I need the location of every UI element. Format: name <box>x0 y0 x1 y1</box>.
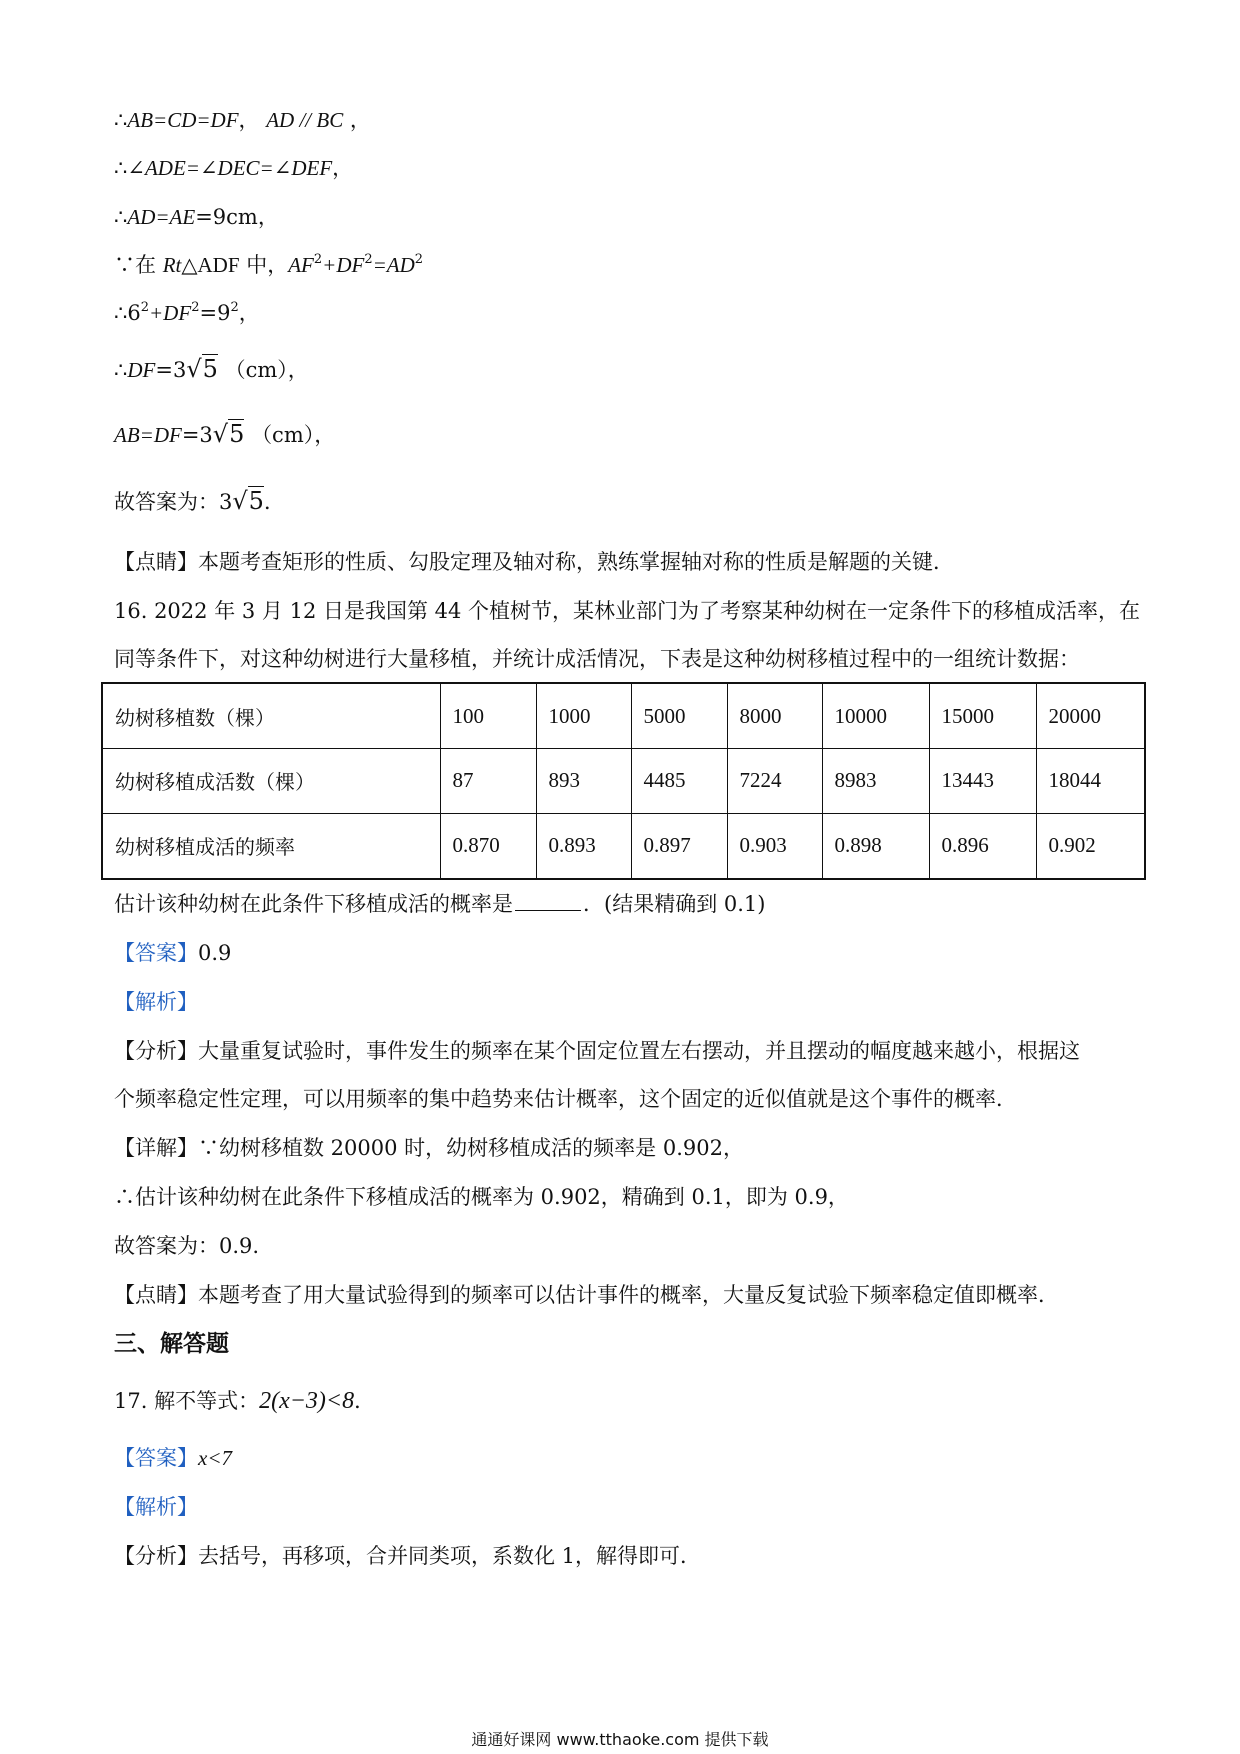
therefore-symbol: ∴ <box>114 108 128 132</box>
sqrt-expression: √5 <box>212 420 245 448</box>
table-cell: 0.897 <box>631 813 727 879</box>
analysis-line-2: 个频率稳定性定理，可以用频率的集中趋势来估计概率，这个固定的近似值就是这个事件的概率． <box>114 1087 1017 1111</box>
analysis-17-line: 【分析】去括号，再移项，合并同类项，系数化 1，解得即可． <box>114 1544 702 1568</box>
table-cell: 0.870 <box>440 813 536 879</box>
separator: ， <box>238 108 260 132</box>
table-cell: 5000 <box>631 683 727 749</box>
proof-line-1 <box>114 106 371 134</box>
table-cell: 0.896 <box>929 813 1036 879</box>
table-cell: 15000 <box>929 683 1036 749</box>
row-label: 幼树移植成活的频率 <box>102 813 440 879</box>
because-text: ∵在 <box>114 253 156 277</box>
math-expression: AB=CD=DF <box>127 108 239 132</box>
math-expression: Rt <box>162 253 182 277</box>
superscript: 2 <box>191 300 200 315</box>
table-cell: 0.898 <box>822 813 929 879</box>
punctuation: ． <box>263 490 285 514</box>
math-expression: =3 <box>181 423 213 447</box>
table-cell: 1000 <box>536 683 631 749</box>
analysis-tag: 【解析】 <box>114 990 198 1014</box>
table-cell: 7224 <box>727 749 822 814</box>
math-expression: =AD <box>372 253 415 277</box>
table-cell: 0.903 <box>727 813 822 879</box>
section-heading: 三、解答题 <box>114 1330 229 1357</box>
table-cell: 8983 <box>822 749 929 814</box>
math-expression: ∠ADE=∠DEC=∠DEF <box>127 156 333 180</box>
triangle-label: △ADF <box>181 253 240 277</box>
proof-line-4 <box>114 251 423 283</box>
math-expression: +DF <box>149 301 192 325</box>
punctuation: ， <box>332 156 354 180</box>
math-expression: =9 <box>199 301 231 325</box>
table-cell: 20000 <box>1036 683 1145 749</box>
row-label: 幼树移植成活数（棵） <box>102 749 440 814</box>
answer-17-line <box>114 1444 232 1472</box>
question-prefix: 17. 解不等式： <box>114 1389 260 1413</box>
table-cell: 13443 <box>929 749 1036 814</box>
table-cell: 10000 <box>822 683 929 749</box>
connector-text: 中， <box>246 253 289 277</box>
radicand: 5 <box>202 355 218 383</box>
table-cell: 0.893 <box>536 813 631 879</box>
sqrt-expression: √5 <box>186 355 218 383</box>
table-cell: 4485 <box>631 749 727 814</box>
question-16-line-2: 同等条件下，对这种幼树进行大量移植，并统计成活情况，下表是这种幼树移植过程中的一组统计数据： <box>114 647 1080 671</box>
math-expression: AD=AE <box>127 205 196 229</box>
answer-prefix: 故答案为： <box>114 490 219 514</box>
proof-line-5 <box>114 299 260 331</box>
table-cell: 8000 <box>727 683 822 749</box>
math-expression: =3 <box>155 358 187 382</box>
superscript: 2 <box>414 252 424 267</box>
inequality-expression: 2(x−3)<8 <box>259 1388 355 1414</box>
proof-line-2 <box>114 154 353 182</box>
analysis-tag: 【解析】 <box>114 1495 198 1519</box>
math-expression: AB=DF <box>114 423 182 447</box>
superscript: 2 <box>364 252 373 267</box>
comment-line: 【点睛】本题考查矩形的性质、勾股定理及轴对称，熟练掌握轴对称的性质是解题的关键． <box>114 550 954 574</box>
comment-line-2: 【点睛】本题考查了用大量试验得到的频率可以估计事件的概率，大量反复试验下频率稳定值即概率． <box>114 1283 1059 1307</box>
answer-conclusion: 故答案为：0.9. <box>114 1234 260 1258</box>
table-cell: 100 <box>440 683 536 749</box>
answer-16-line <box>114 939 231 967</box>
punctuation: ， <box>238 301 260 325</box>
unit-text: （cm）， <box>251 423 336 447</box>
math-expression: DF <box>127 358 156 382</box>
question-16-prompt <box>114 890 765 918</box>
question-17-line <box>114 1387 375 1415</box>
question-16-line-1: 16. 2022 年 3 月 12 日是我国第 44 个植树节，某林业部门为了考察某种幼树在一定条件下的移植成活率，在 <box>114 599 1141 623</box>
precision-note: ．(结果精确到 0.1) <box>583 892 766 916</box>
table-row <box>102 813 1145 879</box>
sqrt-expression: √5 <box>232 487 264 515</box>
value-text: =9cm， <box>195 205 279 229</box>
unit-text: （cm）， <box>224 358 309 382</box>
therefore-symbol: ∴6 <box>114 301 141 325</box>
table-cell: 893 <box>536 749 631 814</box>
detail-line-1: 【详解】∵幼树移植数 20000 时，幼树移植成活的频率是 0.902， <box>114 1136 744 1160</box>
row-label: 幼树移植数（棵） <box>102 683 440 749</box>
prompt-text: 估计该种幼树在此条件下移植成活的概率是 <box>114 892 513 916</box>
answer-line <box>114 487 285 516</box>
table-row <box>102 749 1145 814</box>
superscript: 2 <box>140 300 150 315</box>
table-cell: 87 <box>440 749 536 814</box>
therefore-symbol: ∴ <box>114 156 128 180</box>
math-expression: AF <box>288 253 314 277</box>
table-row <box>102 683 1145 749</box>
punctuation: ， <box>349 108 371 132</box>
statistics-table <box>101 682 1146 880</box>
answer-value: x<7 <box>198 1446 232 1470</box>
footer-watermark: 通通好课网 www.tthaoke.com 提供下载 <box>471 1730 769 1749</box>
table-cell: 0.902 <box>1036 813 1145 879</box>
math-expression: AD // BC <box>266 108 344 132</box>
proof-line-6 <box>114 355 309 384</box>
therefore-symbol: ∴ <box>114 358 128 382</box>
superscript: 2 <box>313 252 323 267</box>
table-cell: 18044 <box>1036 749 1145 814</box>
answer-blank <box>515 910 581 911</box>
superscript: 2 <box>230 300 239 315</box>
answer-value: 0.9 <box>198 941 232 965</box>
radicand: 5 <box>229 420 245 448</box>
math-expression: 3 <box>219 490 233 514</box>
answer-tag: 【答案】 <box>114 941 198 965</box>
answer-tag: 【答案】 <box>114 1446 198 1470</box>
therefore-symbol: ∴ <box>114 205 128 229</box>
math-expression: +DF <box>322 253 365 277</box>
proof-line-7 <box>114 420 335 449</box>
detail-line-2: ∴估计该种幼树在此条件下移植成活的概率为 0.902，精确到 0.1，即为 0.9， <box>114 1185 849 1209</box>
proof-line-3 <box>114 203 279 231</box>
analysis-line-1: 【分析】大量重复试验时，事件发生的频率在某个固定位置左右摆动，并且摆动的幅度越来越小，根据这 <box>114 1039 1080 1063</box>
radicand: 5 <box>248 487 264 515</box>
punctuation: ． <box>354 1389 376 1413</box>
